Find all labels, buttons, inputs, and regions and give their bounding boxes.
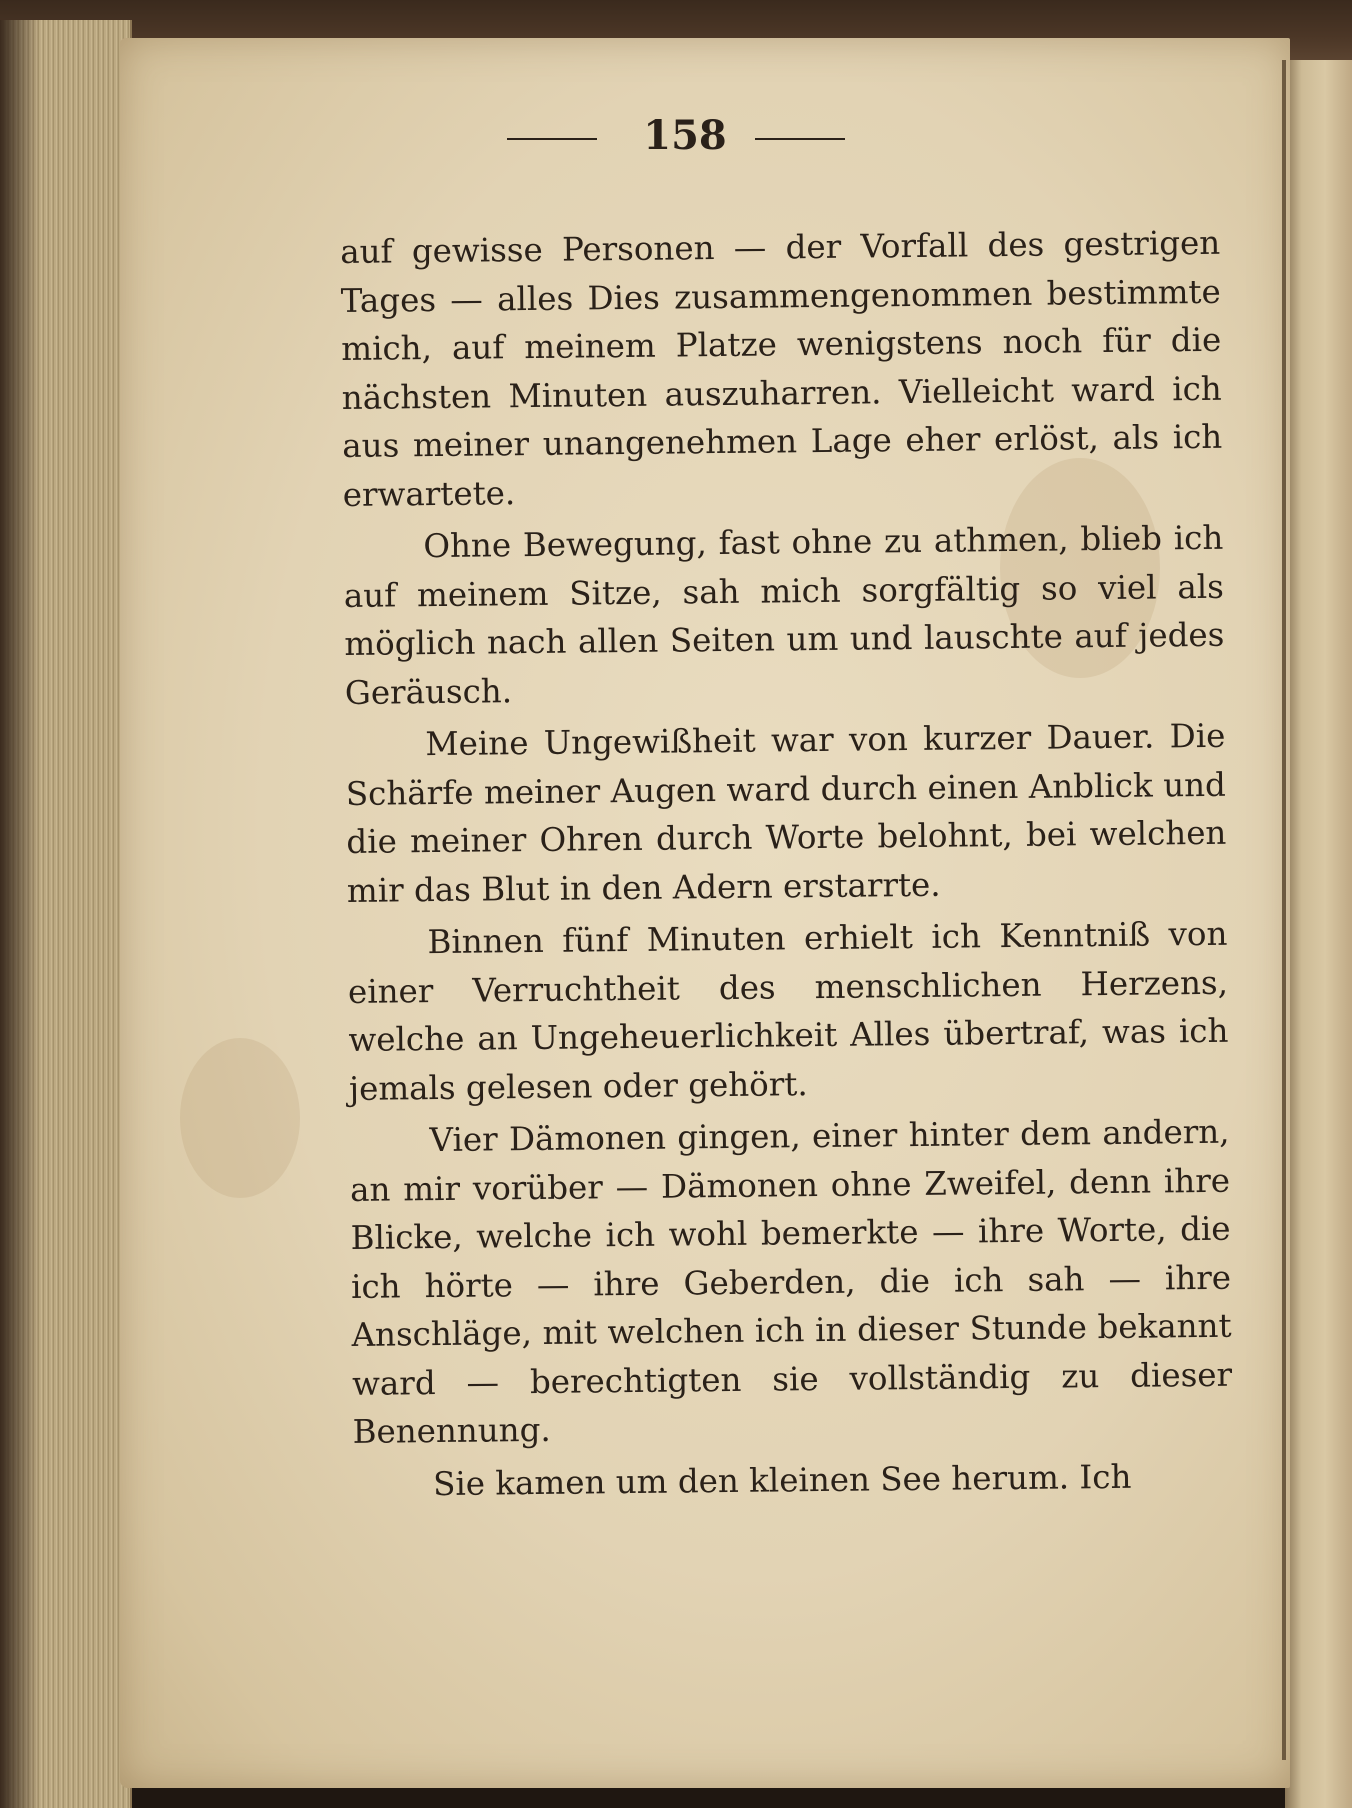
paper-stain	[180, 1038, 300, 1198]
page-body-text	[340, 219, 1233, 1509]
gutter-line	[1282, 60, 1286, 1760]
page-header	[0, 112, 1352, 159]
paragraph: Ohne Bewegung, fast ohne zu athmen, blieb ich auf meinem Sitze, sah mich sorgfältig so viel als möglich nach allen Seiten um und lauschte auf jedes Geräusch.	[343, 518, 1225, 712]
facing-page-edge	[1285, 60, 1352, 1808]
paragraph: Meine Ungewißheit war von kurzer Dauer. Die Schärfe meiner Augen ward durch einen Anblick und die meiner Ohren durch Worte belohnt, bei welchen mir das Blut in den Adern erstarrte.	[345, 716, 1227, 910]
page-number: 158	[643, 112, 727, 159]
paragraph: Vier Dämonen gingen, einer hinter dem andern, an mir vorüber — Dämonen ohne Zweifel, denn ihre Blicke, welche ich wohl bemerkte — ihre Worte, die ich hörte — ihre Geberden, die ich sah — ihre Anschläge, mit welchen ich in dieser Stunde bekannt ward — berechtigten sie vollständig zu dieser Benennung.	[349, 1112, 1233, 1451]
paragraph: Sie kamen um den kleinen See herum. Ich	[432, 1457, 1132, 1503]
header-rule-left	[507, 138, 597, 140]
paragraph: Binnen fünf Minuten erhielt ich Kenntniß von einer Verruchtheit des menschlichen Herzens, welche an Ungeheuerlichkeit Alles übertraf, was ich jemals gelesen oder gehört.	[347, 914, 1229, 1108]
page-edges-shadow	[0, 20, 40, 1808]
header-rule-right	[755, 138, 845, 140]
paragraph: auf gewisse Personen — der Vorfall des gestrigen Tages — alles Dies zusammengenommen bestimmte mich, auf meinem Platze wenigstens noch für die nächsten Minuten auszuharren. Vielleicht ward ich aus meiner unangenehmen Lage eher erlöst, als ich erwartete.	[340, 223, 1223, 514]
